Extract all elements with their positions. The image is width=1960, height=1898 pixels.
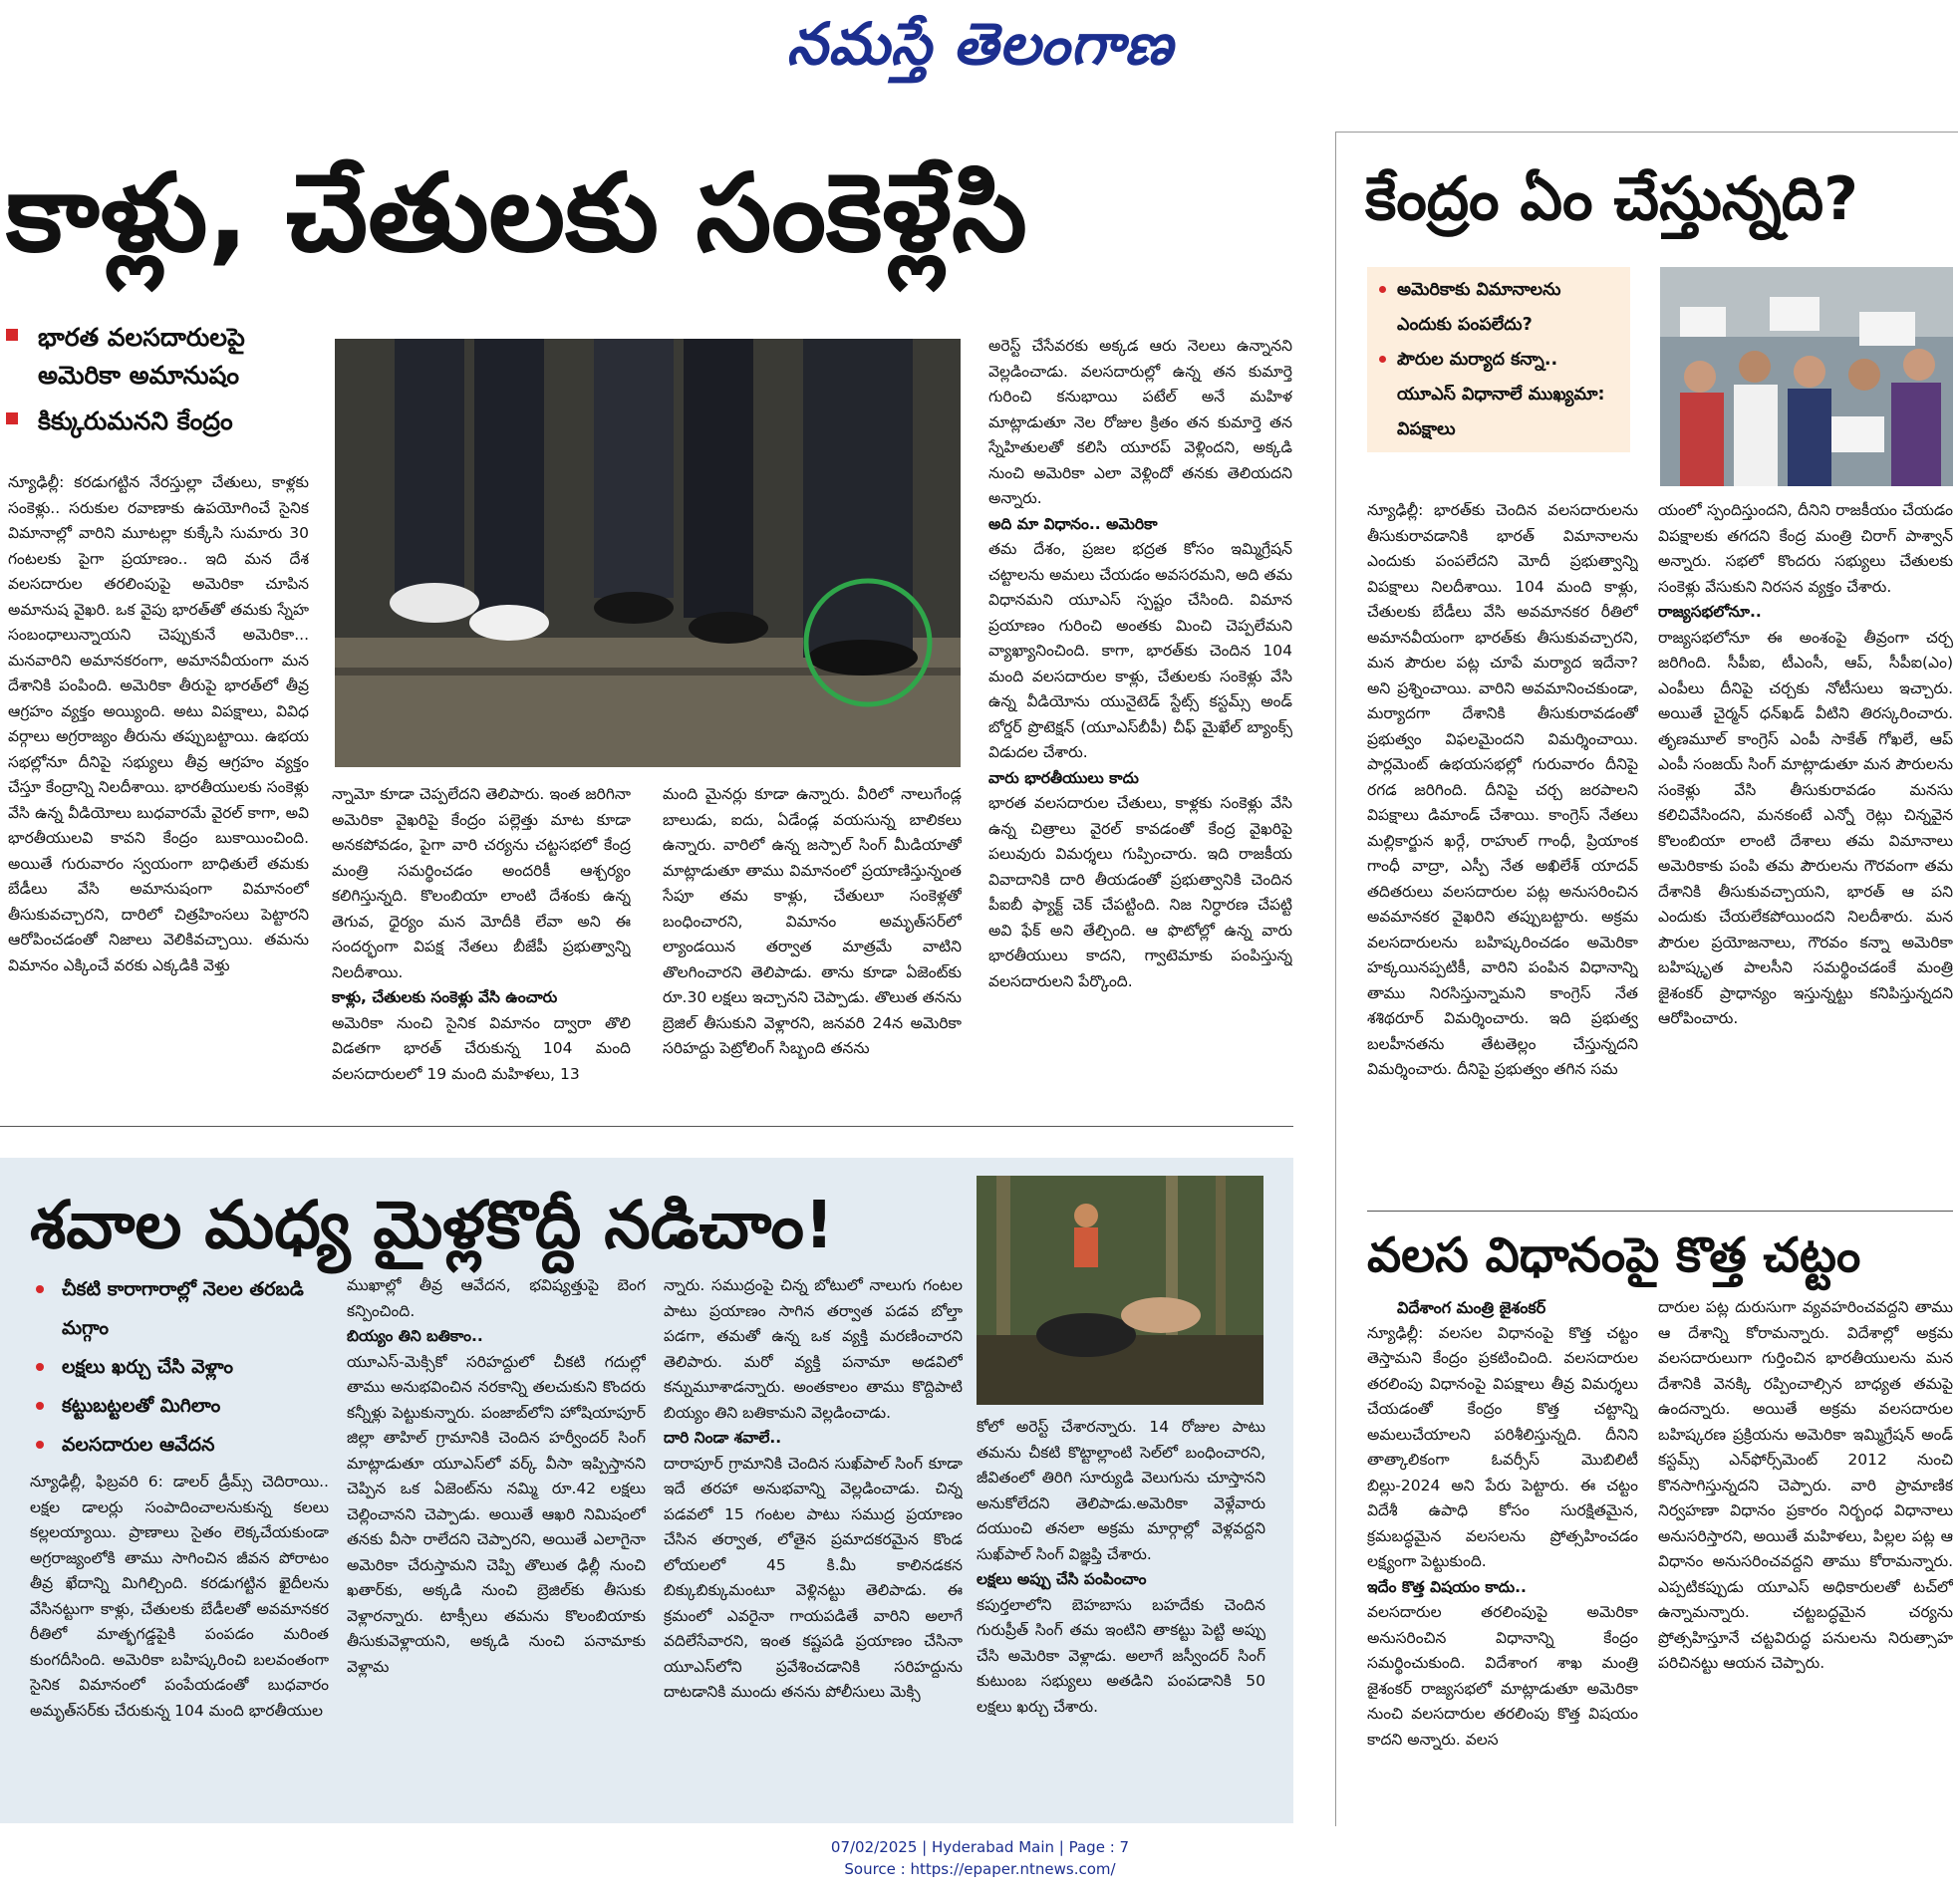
footer	[0, 1836, 1960, 1880]
main-bullet-2: కిక్కురుమనని కేంద్రం	[6, 403, 325, 440]
bottom-bullets	[30, 1270, 339, 1465]
right-bullet-1: అమెరికాకు విమానాలను ఎందుకు పంపలేదు?	[1379, 273, 1618, 343]
bottom-bullet-3: కట్టుబట్టలతో మిగిలాం	[30, 1387, 339, 1426]
byline: విదేశాంగ మంత్రి జైశంకర్	[1397, 1298, 1546, 1317]
right-headline: కేంద్రం ఏం చేస్తున్నది?	[1365, 164, 1858, 234]
bottom-bullet-2: లక్షలు ఖర్చు చేసి వెళ్లాం	[30, 1348, 339, 1387]
right-headline-2: వలస విధానంపై కొత్త చట్టం	[1367, 1227, 1861, 1283]
right-column-3: విదేశాంగ మంత్రి జైశంకర్ న్యూఢిల్లీ: వలసల విధానంపై కొత్త చట్టం తెస్తామని కేంద్రం ప్రకటించింది. వలసదారుల తరలింపు విధానంపై విపక్షాలు తీవ్ర విమర్శలు చేయడంతో కేంద్రం కొత్త చట్టాన్ని అమలుచేయాలని పరిశీలిస్తున్నది. దీనిని తాత్కాలికంగా ఓవర్సీస్ మొబిలిటీ బిల్లు-2024 అని పేరు పెట్టారు. ఈ చట్టం విదేశీ ఉపాధి కోసం సురక్షితమైన, క్రమబద్ధమైన వలసలను ప్రోత్సహించడం లక్ష్యంగా పెట్టుకుంది. ఇదేం కొత్త విషయం కాదు.. వలసదారుల తరలింపుపై అమెరికా అనుసరించిన విధానాన్ని కేంద్రం సమర్థించుకుంది. విదేశాంగ శాఖ మంత్రి జైశంకర్ రాజ్యసభలో మాట్లాడుతూ అమెరికా నుంచి వలసదారుల తరలింపు కొత్త విషయం కాదని అన్నారు. వలస	[1367, 1295, 1638, 1823]
bottom-bullet-1: చీకటి కారాగారాల్లో నెలల తరబడి మగ్గాం	[30, 1270, 339, 1348]
bottom-column-4: కోలో అరెస్ట్ చేశారన్నారు. 14 రోజుల పాటు తమను చీకటి కొట్టాల్లాంటి సెల్‌లో బంధించారని, జీవితంలో తిరిగి సూర్యుడి వెలుగును చూస్తానని అనుకోలేదని తెలిపాడు.అమెరికా వెళ్లేవారు దయుంచి తనలా అక్రమ మార్గాల్లో వెళ్లవద్దని సుఖ్‌పాల్ సింగ్ విజ్ఞప్తి చేశారు. లక్షలు అప్పు చేసి పంపించాం కపుర్తలాలోని బెహబాసు బహదేకు చెందిన గురుప్రీత్ సింగ్ తమ ఇంటిని తాకట్టు పెట్టి అప్పు చేసి అమెరికా వెళ్లాడు. అలాగే జస్వీందర్ సింగ్ కుటుంబ సభ్యులు అతడిని పంపడానికి 50 లక్షలు ఖర్చు చేశారు.	[977, 1418, 1265, 1716]
right-column-1: న్యూఢిల్లీ: భారత్‌కు చెందిన వలసదారులను తీసుకురావడానికి భారత్ విమానాలను ఎందుకు పంపలేదని మోదీ ప్రభుత్వాన్ని విపక్షాలు నిలదీశాయి. 104 మంది కాళ్లు, చేతులకు బేడీలు వేసి అవమానకర రీతిలో అమానవీయంగా భారత్‌కు తీసుకువచ్చారని, మన పౌరుల పట్ల చూపే మర్యాద ఇదేనా? అని ప్రశ్నించాయి. వారిని అవమానించకుండా, మర్యాదగా దేశానికి తీసుకురావడంతో ప్రభుత్వం విఫలమైందని విమర్శించాయి. పార్లమెంట్ ఉభయసభల్లో గురువారం దీనిపై రగడ జరిగింది. దీనిపై చర్చ జరపాలని విపక్షాలు డిమాండ్ చేశాయి. కాంగ్రెస్ నేతలు మల్లికార్జున ఖర్గే, రాహుల్ గాంధీ, ప్రియాంక గాంధీ వాద్రా, ఎస్పీ నేత అఖిలేశ్ యాదవ్ తదితరులు వలసదారుల పట్ల అనుసరించిన అవమానకర వైఖరిని తప్పుబట్టారు. అక్రమ వలసదారులను బహిష్కరించడం అమెరికా హక్కయినప్పటికీ, వారిని పంపిన విధానాన్ని తాము నిరసిస్తున్నామని కాంగ్రెస్ నేత శశిథరూర్ విమర్శించారు. ఇది ప్రభుత్వ బలహీనతను తేటతెల్లం చేస్తున్నదని విమర్శించారు. దీనిపై ప్రభుత్వం తగిన సమ	[1367, 501, 1638, 1078]
right-divider	[1367, 1211, 1953, 1212]
main-column-2: న్నామో కూడా చెప్పలేదని తెలిపారు. ఇంత జరిగినా అమెరికా వైఖరిపై కేంద్రం పల్లెత్తు మాట కూడా అనకపోవడం, పైగా వారి చర్యను చట్టసభలో కేంద్ర మంత్రి సమర్థించడం అందరికీ ఆశ్చర్యం కలిగిస్తున్నది. కొలంబియా లాంటి దేశంకు ఉన్న తెగువ, ధైర్యం మన మోదీకి లేవా అని ఈ సందర్భంగా విపక్ష నేతలు బీజేపీ ప్రభుత్వాన్ని నిలదీశాయి. కాళ్లు, చేతులకు సంకెళ్లు వేసి ఉంచారు అమెరికా నుంచి సైనిక విమానం ద్వారా తొలి విడతగా భారత్ చేరుకున్న 104 మంది వలసదారులలో 19 మంది మహిళలు, 13	[332, 785, 631, 1083]
section-divider	[0, 1126, 1293, 1127]
forest-photo	[977, 1176, 1263, 1405]
main-bullet-1: భారత వలసదారులపై అమెరికా అమానుషం	[6, 319, 325, 395]
main-bullets	[6, 319, 325, 440]
main-column-4: అరెస్ట్ చేసేవరకు అక్కడ ఆరు నెలలు ఉన్నానని వెల్లడించాడు. వలసదారుల్లో ఉన్న తన కుమార్తె గురించి కనుభాయి పటేల్ అనే మహిళ మాట్లాడుతూ నెల రోజుల క్రితం తన కుమార్తె తన స్నేహితులతో కలిసి యూరప్ వెళ్లిందని, అక్కడి నుంచి అమెరికా ఎలా వెళ్లిందో తనకు తెలియదని అన్నారు. అది మా విధానం.. అమెరికా తమ దేశం, ప్రజల భద్రత కోసం ఇమ్మిగ్రేషన్ చట్టాలను అమలు చేయడం అవసరమని, అది తమ విధానమని యూఎస్ స్పష్టం చేసింది. విమాన ప్రయాణం గురించి అంతకు మించి చెప్పలేమని వ్యాఖ్యానించింది. కాగా, భారత్‌కు చెందిన 104 మంది వలసదారుల కాళ్లు, చేతులకు సంకెళ్లు వేసి ఉన్న వీడియోను యునైటెడ్ స్టేట్స్ కస్టమ్స్ అండ్ బోర్డర్ ప్రొటెక్షన్ (యూఎస్‌బీపీ) చీఫ్ మైఖేల్ బ్యాంక్స్ విడుదల చేశారు. వారు భారతీయులు కాదు భారత వలసదారుల చేతులు, కాళ్లకు సంకెళ్లు వేసి ఉన్న చిత్రాలు వైరల్ కావడంతో కేంద్ర వైఖరిపై పలువురు విమర్శలు గుప్పించారు. ఇది రాజకీయ వివాదానికి దారి తీయడంతో ప్రభుత్వానికి చెందిన పీఐబీ ఫ్యాక్ట్ చెక్ చేపట్టింది. నిజ నిర్ధారణ చేపట్టి అవి ఫేక్ అని తేల్చింది. ఆ ఫొటోల్లో ఉన్న వారు భారతీయులు కాదని, గ్వాటెమాకు పంపిస్తున్న వలసదారులని పేర్కొంది.	[988, 337, 1292, 990]
bottom-column-3: న్నారు. సముద్రంపై చిన్న బోటులో నాలుగు గంటల పాటు ప్రయాణం సాగిన తర్వాత పడవ బోల్తా పడగా, తమతో ఉన్న ఒక వ్యక్తి మరణించారని తెలిపారు. మరో వ్యక్తి పనామా అడవిలో కన్నుమూశాడన్నారు. అంతకాలం తాము కొద్దిపాటి బియ్యం తిని బతికామని వెల్లడించాడు. దారి నిండా శవాలే.. దారాపూర్ గ్రామానికి చెందిన సుఖ్‌పాల్ సింగ్ కూడా ఇదే తరహా అనుభవాన్ని వెల్లడించాడు. చిన్న పడవలో 15 గంటల పాటు సముద్ర ప్రయాణం చేసిన తర్వాత, లోతైన ప్రమాదకరమైన కొండ లోయలలో 45 కి.మీ కాలినడకన బిక్కుబిక్కుమంటూ వెళ్లినట్టు తెలిపాడు. ఈ క్రమంలో ఎవరైనా గాయపడితే వారిని అలాగే వదిలేసేవారని, ఇంత కష్టపడి ప్రయాణం చేసినా యూఎస్‌లోని ప్రవేశించడానికి సరిహద్దును దాటడానికి ముందు తనను పోలీసులు మెక్సి	[664, 1276, 963, 1701]
main-column-3: మంది మైనర్లు కూడా ఉన్నారు. వీరిలో నాలుగేండ్ల బాలుడు, ఐదు, ఏడేండ్ల వయసున్న బాలికలు ఉన్నారు. వారిలో ఉన్న జస్పాల్ సింగ్ మీడియాతో మాట్లాడుతూ తాము విమానంలో ప్రయాణిస్తున్నంత సేపూ తమ కాళ్లు, చేతులూ సంకెళ్లతో బంధించారని, విమానం అమృత్‌సర్‌లో ల్యాండయిన తర్వాత మాత్రమే వాటిని తొలగించారని తెలిపాడు. తాను కూడా ఏజెంట్‌కు రూ.30 లక్షలు ఇచ్చానని చెప్పాడు. తొలుత తనను బ్రెజిల్ తీసుకుని వెళ్లారని, జనవరి 24న అమెరికా సరిహద్దు పెట్రోలింగ్ సిబ్బంది తనను	[663, 785, 962, 1057]
right-bullet-2: పౌరుల మర్యాద కన్నా.. యూఎస్ విధానాలే ముఖ్యమా: విపక్షాలు	[1379, 343, 1618, 447]
main-photo	[335, 339, 961, 767]
bottom-bullet-4: వలసదారుల ఆవేదన	[30, 1426, 339, 1465]
bottom-column-1: న్యూఢిల్లీ, ఫిబ్రవరి 6: డాలర్ డ్రీమ్స్ చెదిరాయి.. లక్షల డాలర్లు సంపాదించాలనుకున్న కలలు కల్లలయ్యాయి. ప్రాణాలు సైతం లెక్కచేయకుండా అగ్రరాజ్యంలోకి తాము సాగించిన జీవన పోరాటం తీవ్ర ఖేదాన్ని మిగిల్చింది. కరడుగట్టిన ఖైదీలను వేసినట్టుగా కాళ్లు, చేతులకు బేడీలతో అవమానకర రీతిలో మాత్భగడ్డపైకి పంపడం మరింత కుంగదీసింది. అమెరికా బహిష్కరించి బలవంతంగా సైనిక విమానంలో పంపేయడంతో బుధవారం అమృత్‌సర్‌కు చేరుకున్న 104 మంది భారతీయుల	[30, 1473, 329, 1720]
protest-photo	[1660, 267, 1953, 486]
footer-date-page: 07/02/2025 | Hyderabad Main | Page : 7	[830, 1838, 1130, 1856]
main-column-1: న్యూఢిల్లీ: కరడుగట్టిన నేరస్తుల్లా చేతులు, కాళ్లకు సంకెళ్లు.. సరుకుల రవాణాకు ఉపయోగించే సైనిక విమానాల్లో వారిని మూటల్లా కుక్కేసి సుమారు 30 గంటలకు పైగా ప్రయాణం.. ఇది మన దేశ వలసదారుల తరలింపుపై అమెరికా చూపిన అమానుష వైఖరి. ఒక వైపు భారత్‌తో తమకు స్నేహ సంబంధాలున్నాయని చెప్పుకునే అమెరికా... మనవారిని అమానకరంగా, అమానవీయంగా మన దేశానికి పంపింది. అమెరికా తీరుపై భారత్‌లో తీవ్ర ఆగ్రహం వ్యక్తం అయ్యింది. అటు విపక్షాలు, వివిధ వర్గాలు అగ్రరాజ్యం తీరును తప్పుబట్టాయి. ఉభయ సభల్లోనూ దీనిపై సభ్యులు తీవ్ర ఆగ్రహం వ్యక్తం చేస్తూ కేంద్రాన్ని నిలదీశాయి. భారతీయులకు సంకెళ్లు వేసి ఉన్న వీడియోలు బుధవారమే వైరల్ కాగా, అవి భారతీయులవి కావని కేంద్రం బుకాయించింది. అయితే గురువారం స్వయంగా బాధితులే తమకు బేడీలు వేసి అమానుషంగా విమానంలో తీసుకువచ్చారని, దారిలో చిత్రహింసలు పెట్టారని ఆరోపించడంతో నిజాలు వెలికివచ్చాయి. తమను విమానం ఎక్కించే వరకు ఎక్కడికి వెళ్తు	[8, 473, 309, 974]
bottom-column-2: ముఖాల్లో తీవ్ర ఆవేదన, భవిష్యత్తుపై బెంగ కన్పించింది. బియ్యం తిని బతికాం.. యూఎస్-మెక్సికో సరిహద్దులో చీకటి గదుల్లో తాము అనుభవించిన నరకాన్ని తలచుకుని కొందరు కన్నీళ్లు పెట్టుకున్నారు. పంజాబ్‌లోని హోషియాపూర్ జిల్లా తాహిల్ గ్రామానికి చెందిన హర్వీందర్ సింగ్ మాట్లాడుతూ యూఎస్‌లో వర్క్ వీసా ఇప్పిస్తానని చెప్పిన ఒక ఏజెంట్‌ను నమ్మి రూ.42 లక్షలు చెల్లించానని చెప్పాడు. అయితే ఆఖరి నిమిషంలో తనకు వీసా రాలేదని చెప్పారని, అయితే ఎలాగైనా అమెరికా చేరుస్తామని చెప్పి తొలుత ఢిల్లీ నుంచి ఖతార్‌కు, అక్కడి నుంచి బ్రెజిల్‌కు తీసుకు వెళ్లారన్నారు. టాక్సీలు తమను కొలంబియాకు తీసుకువెళ్లాయని, అక్కడి నుంచి పనామాకు వెళ్లామ	[347, 1276, 646, 1676]
bottom-headline: శవాల మధ్య మైళ్లకొద్దీ నడిచాం!	[30, 1187, 835, 1263]
main-headline: కాళ్లు, చేతులకు సంకెళ్లేసి	[6, 151, 1027, 276]
masthead-logo: నమస్తే తెలంగాణ	[786, 10, 1174, 78]
right-column-4: దారుల పట్ల దురుసుగా వ్యవహరించవద్దని తాము ఆ దేశాన్ని కోరామన్నారు. విదేశాల్లో అక్రమ వలసదారులుగా గుర్తించిన భారతీయులను మన దేశానికి వెనక్కి రప్పించాల్సిన బాధ్యత తమపై ఉందన్నారు. అయితే అక్రమ వలసదారుల బహిష్కరణ ప్రక్రియను అమెరికా ఇమ్మిగ్రేషన్ అండ్ కస్టమ్స్ ఎన్‌ఫోర్స్‌మెంట్ 2012 నుంచి కొనసాగిస్తున్నదని చెప్పారు. వారి ప్రామాణిక నిర్వహణా విధానం ప్రకారం నిర్బంధ విధానాలు అనుసరిస్తారని, అయితే మహిళలు, పిల్లల పట్ల ఆ విధానం అనుసరించవద్దని తాము కోరామన్నారు. ఎప్పటికప్పుడు యూఎస్ అధికారులతో టచ్‌లో ఉన్నామన్నారు. చట్టబద్ధమైన చర్యను ప్రోత్సహిస్తూనే చట్టవిరుద్ధ పనులను నిరుత్సాహ పరిచినట్టు ఆయన చెప్పారు.	[1658, 1298, 1953, 1672]
footer-source: Source : https://epaper.ntnews.com/	[844, 1860, 1116, 1878]
right-column-2: యంలో స్పందిస్తుందని, దీనిని రాజకీయం చేయడం విపక్షాలకు తగదని కేంద్ర మంత్రి చిరాగ్ పాశ్వాన్ అన్నారు. సభలో కొందరు సభ్యులు చేతులకు సంకెళ్లు వేసుకుని నిరసన వ్యక్తం చేశారు. రాజ్యసభలోనూ.. రాజ్యసభలోనూ ఈ అంశంపై తీవ్రంగా చర్చ జరిగింది. సీపీఐ, టీఎంసీ, ఆప్, సీపీఐ(ఎం) ఎంపీలు దీనిపై చర్చకు నోటీసులు ఇచ్చారు. అయితే చైర్మన్ ధన్‌ఖడ్ వీటిని తిరస్కరించారు. తృణమూల్ కాంగ్రెస్ ఎంపీ సాకేత్ గోఖలే, ఆప్ ఎంపీ సంజయ్ సింగ్ మాట్లాడుతూ మన పౌరులను సంకెళ్లు వేసి తీసుకురావడం మనసు కలిచివేసిందని, మనకంటే ఎన్నో రెట్లు చిన్నవైన కొలంబియా లాంటి దేశాలు తమ విమానాలు అమెరికాకు పంపి తమ పౌరులను గౌరవంగా తమ దేశానికి తీసుకువచ్చాయని, భారత్ ఆ పని ఎందుకు చేయలేకపోయిందని నిలదీశారు. మన పౌరుల ప్రయోజనాలు, గౌరవం కన్నా అమెరికా బహిష్కృత పాలసీని సమర్థించడంకే మంత్రి జైశంకర్ ప్రాధాన్యం ఇస్తున్నట్టు కనిపిస్తున్నదని ఆరోపించారు.	[1658, 501, 1953, 1027]
right-bullet-box	[1367, 267, 1630, 452]
